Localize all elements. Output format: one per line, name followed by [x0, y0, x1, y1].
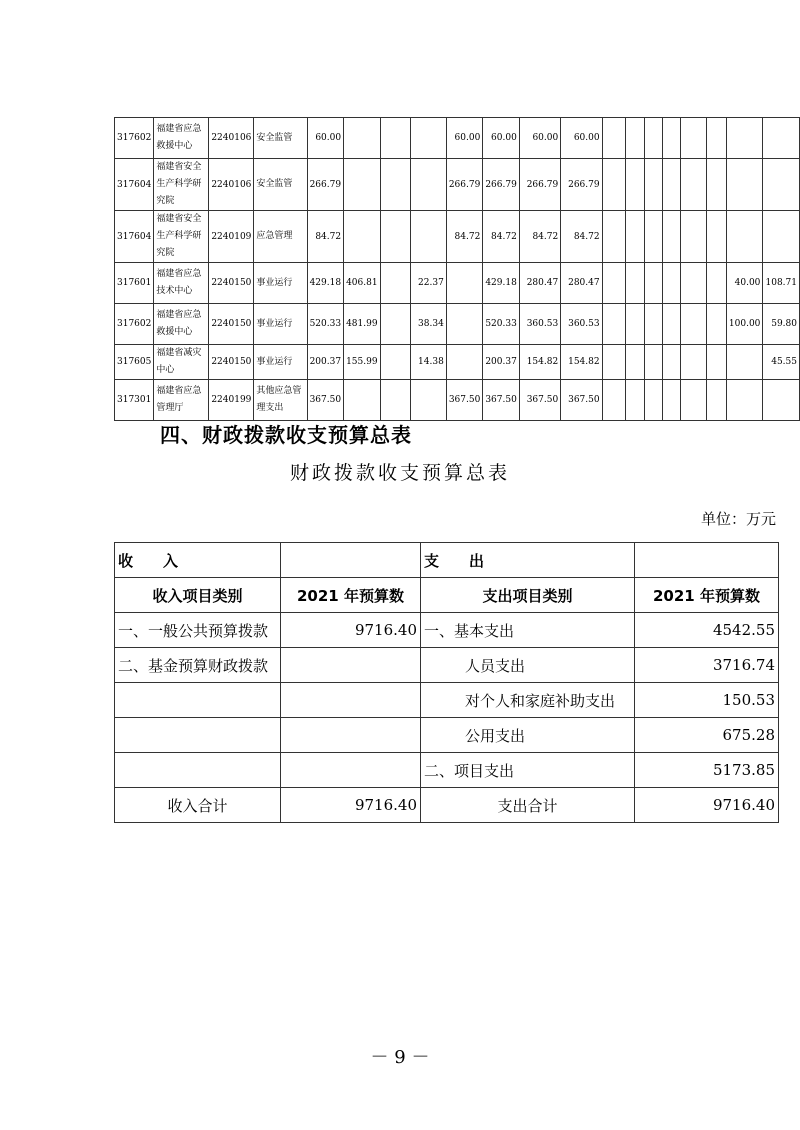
detail-row	[115, 118, 800, 159]
value-col-10	[763, 211, 800, 263]
summary-total-row	[115, 788, 779, 823]
value-col-9: 40.00	[726, 263, 763, 304]
expense-item: 人员支出	[421, 648, 635, 683]
empty-cell	[602, 380, 626, 421]
detail-row	[115, 263, 800, 304]
empty-cell	[644, 159, 662, 211]
detail-row	[115, 159, 800, 211]
empty-cell	[602, 345, 626, 380]
total-value: 429.18	[307, 263, 344, 304]
empty-cell	[644, 118, 662, 159]
expense-category-header: 支出项目类别	[421, 578, 635, 613]
value-col-3	[380, 211, 411, 263]
empty-cell	[681, 345, 706, 380]
empty-cell	[626, 118, 644, 159]
unit-name: 福建省应急管理厅	[154, 380, 209, 421]
value-col-6: 200.37	[483, 345, 520, 380]
subject-code: 2240150	[209, 263, 254, 304]
expense-value: 150.53	[635, 683, 779, 718]
value-col-4	[411, 211, 446, 263]
table-title: 财政拨款收支预算总表	[289, 462, 510, 484]
empty-cell	[644, 211, 662, 263]
value-col-5: 367.50	[446, 380, 483, 421]
summary-row	[115, 683, 779, 718]
summary-row	[115, 648, 779, 683]
value-col-7: 154.82	[519, 345, 560, 380]
subject-name: 事业运行	[254, 345, 307, 380]
empty-cell	[662, 159, 680, 211]
empty-cell	[706, 380, 726, 421]
value-col-2	[344, 211, 381, 263]
unit-code: 317602	[115, 304, 154, 345]
empty-cell	[644, 263, 662, 304]
value-col-10	[763, 159, 800, 211]
unit-name: 福建省应急救援中心	[154, 118, 209, 159]
empty-cell	[602, 159, 626, 211]
subject-code: 2240150	[209, 345, 254, 380]
expense-total-value: 9716.40	[635, 788, 779, 823]
summary-row	[115, 613, 779, 648]
empty-cell	[706, 345, 726, 380]
section-heading: 四、财政拨款收支预算总表	[160, 423, 412, 447]
value-col-2: 406.81	[344, 263, 381, 304]
income-value	[281, 718, 421, 753]
income-item	[115, 718, 281, 753]
value-col-7: 84.72	[519, 211, 560, 263]
unit-code: 317604	[115, 211, 154, 263]
empty-cell	[706, 118, 726, 159]
value-col-4: 22.37	[411, 263, 446, 304]
value-col-2	[344, 380, 381, 421]
subject-name: 事业运行	[254, 304, 307, 345]
unit-name: 福建省应急技术中心	[154, 263, 209, 304]
expense-item: 一、基本支出	[421, 613, 635, 648]
subject-code: 2240150	[209, 304, 254, 345]
summary-column-header-row	[115, 578, 779, 613]
unit-name: 福建省减灾中心	[154, 345, 209, 380]
subject-code: 2240106	[209, 118, 254, 159]
detail-row	[115, 211, 800, 263]
value-col-8: 84.72	[561, 211, 602, 263]
summary-row	[115, 753, 779, 788]
empty-cell	[662, 118, 680, 159]
value-col-3	[380, 345, 411, 380]
income-item: 一、一般公共预算拨款	[115, 613, 281, 648]
value-col-6: 520.33	[483, 304, 520, 345]
empty-cell	[662, 304, 680, 345]
empty-cell	[681, 263, 706, 304]
expense-item: 二、项目支出	[421, 753, 635, 788]
unit-name: 福建省安全生产科学研究院	[154, 159, 209, 211]
unit-code: 317601	[115, 263, 154, 304]
empty-cell	[602, 211, 626, 263]
expense-value: 675.28	[635, 718, 779, 753]
value-col-6: 60.00	[483, 118, 520, 159]
empty-cell	[644, 345, 662, 380]
value-col-6: 429.18	[483, 263, 520, 304]
empty-cell	[662, 345, 680, 380]
subject-name: 应急管理	[254, 211, 307, 263]
income-category-header: 收入项目类别	[115, 578, 281, 613]
income-value: 9716.40	[281, 613, 421, 648]
subject-name: 安全监管	[254, 118, 307, 159]
expense-value: 3716.74	[635, 648, 779, 683]
empty-cell	[602, 263, 626, 304]
total-value: 520.33	[307, 304, 344, 345]
empty-cell	[662, 211, 680, 263]
value-col-10: 108.71	[763, 263, 800, 304]
value-col-8: 280.47	[561, 263, 602, 304]
income-header-blank	[281, 543, 421, 578]
value-col-10	[763, 118, 800, 159]
value-col-3	[380, 304, 411, 345]
value-col-7: 266.79	[519, 159, 560, 211]
empty-cell	[602, 118, 626, 159]
income-total-value: 9716.40	[281, 788, 421, 823]
value-col-7: 60.00	[519, 118, 560, 159]
unit-code: 317301	[115, 380, 154, 421]
value-col-9	[726, 345, 763, 380]
empty-cell	[626, 345, 644, 380]
value-col-3	[380, 118, 411, 159]
empty-cell	[681, 304, 706, 345]
value-col-5	[446, 345, 483, 380]
value-col-5: 266.79	[446, 159, 483, 211]
expense-item: 公用支出	[421, 718, 635, 753]
empty-cell	[626, 159, 644, 211]
value-col-9: 100.00	[726, 304, 763, 345]
empty-cell	[626, 263, 644, 304]
subject-code: 2240199	[209, 380, 254, 421]
page-number: － 9 －	[370, 1047, 430, 1068]
detail-row	[115, 345, 800, 380]
value-col-8: 367.50	[561, 380, 602, 421]
empty-cell	[706, 211, 726, 263]
unit-code: 317605	[115, 345, 154, 380]
empty-cell	[662, 263, 680, 304]
empty-cell	[706, 159, 726, 211]
value-col-2	[344, 118, 381, 159]
subject-name: 事业运行	[254, 263, 307, 304]
subject-code: 2240109	[209, 211, 254, 263]
income-item: 二、基金预算财政拨款	[115, 648, 281, 683]
expense-total-label: 支出合计	[421, 788, 635, 823]
empty-cell	[626, 211, 644, 263]
expense-value: 4542.55	[635, 613, 779, 648]
fiscal-summary-table	[114, 542, 779, 823]
value-col-6: 84.72	[483, 211, 520, 263]
value-col-8: 360.53	[561, 304, 602, 345]
unit-code: 317604	[115, 159, 154, 211]
unit-name: 福建省安全生产科学研究院	[154, 211, 209, 263]
value-col-7: 367.50	[519, 380, 560, 421]
total-value: 200.37	[307, 345, 344, 380]
empty-cell	[626, 380, 644, 421]
value-col-5	[446, 304, 483, 345]
value-col-4: 38.34	[411, 304, 446, 345]
value-col-10: 59.80	[763, 304, 800, 345]
detail-row	[115, 380, 800, 421]
income-value	[281, 753, 421, 788]
value-col-6: 367.50	[483, 380, 520, 421]
income-header: 收 入	[115, 543, 281, 578]
value-col-10	[763, 380, 800, 421]
value-col-10: 45.55	[763, 345, 800, 380]
empty-cell	[681, 211, 706, 263]
value-col-5: 60.00	[446, 118, 483, 159]
expense-item: 对个人和家庭补助支出	[421, 683, 635, 718]
value-col-2: 481.99	[344, 304, 381, 345]
value-col-9	[726, 380, 763, 421]
unit-name: 福建省应急救援中心	[154, 304, 209, 345]
empty-cell	[706, 263, 726, 304]
value-col-5	[446, 263, 483, 304]
value-col-8: 60.00	[561, 118, 602, 159]
total-value: 266.79	[307, 159, 344, 211]
empty-cell	[681, 380, 706, 421]
empty-cell	[602, 304, 626, 345]
value-col-9	[726, 118, 763, 159]
unit-label: 单位：万元	[700, 510, 776, 528]
empty-cell	[626, 304, 644, 345]
income-value	[281, 683, 421, 718]
unit-code: 317602	[115, 118, 154, 159]
detail-row	[115, 304, 800, 345]
value-col-8: 154.82	[561, 345, 602, 380]
value-col-3	[380, 159, 411, 211]
empty-cell	[681, 159, 706, 211]
value-col-8: 266.79	[561, 159, 602, 211]
expense-header-blank	[635, 543, 779, 578]
expense-header: 支 出	[421, 543, 635, 578]
total-value: 367.50	[307, 380, 344, 421]
summary-header-row	[115, 543, 779, 578]
expense-value: 5173.85	[635, 753, 779, 788]
value-col-7: 280.47	[519, 263, 560, 304]
empty-cell	[662, 380, 680, 421]
income-item	[115, 683, 281, 718]
value-col-4	[411, 159, 446, 211]
empty-cell	[681, 118, 706, 159]
income-budget-header: 2021 年预算数	[281, 578, 421, 613]
empty-cell	[644, 304, 662, 345]
value-col-2: 155.99	[344, 345, 381, 380]
value-col-4	[411, 380, 446, 421]
value-col-5: 84.72	[446, 211, 483, 263]
value-col-9	[726, 159, 763, 211]
subject-name: 其他应急管理支出	[254, 380, 307, 421]
value-col-4: 14.38	[411, 345, 446, 380]
empty-cell	[644, 380, 662, 421]
income-item	[115, 753, 281, 788]
subject-name: 安全监管	[254, 159, 307, 211]
income-value	[281, 648, 421, 683]
empty-cell	[706, 304, 726, 345]
expense-budget-header: 2021 年预算数	[635, 578, 779, 613]
income-total-label: 收入合计	[115, 788, 281, 823]
value-col-3	[380, 380, 411, 421]
value-col-3	[380, 263, 411, 304]
value-col-4	[411, 118, 446, 159]
value-col-7: 360.53	[519, 304, 560, 345]
total-value: 84.72	[307, 211, 344, 263]
value-col-9	[726, 211, 763, 263]
value-col-2	[344, 159, 381, 211]
subject-code: 2240106	[209, 159, 254, 211]
total-value: 60.00	[307, 118, 344, 159]
value-col-6: 266.79	[483, 159, 520, 211]
detail-budget-table	[114, 117, 800, 421]
summary-row	[115, 718, 779, 753]
